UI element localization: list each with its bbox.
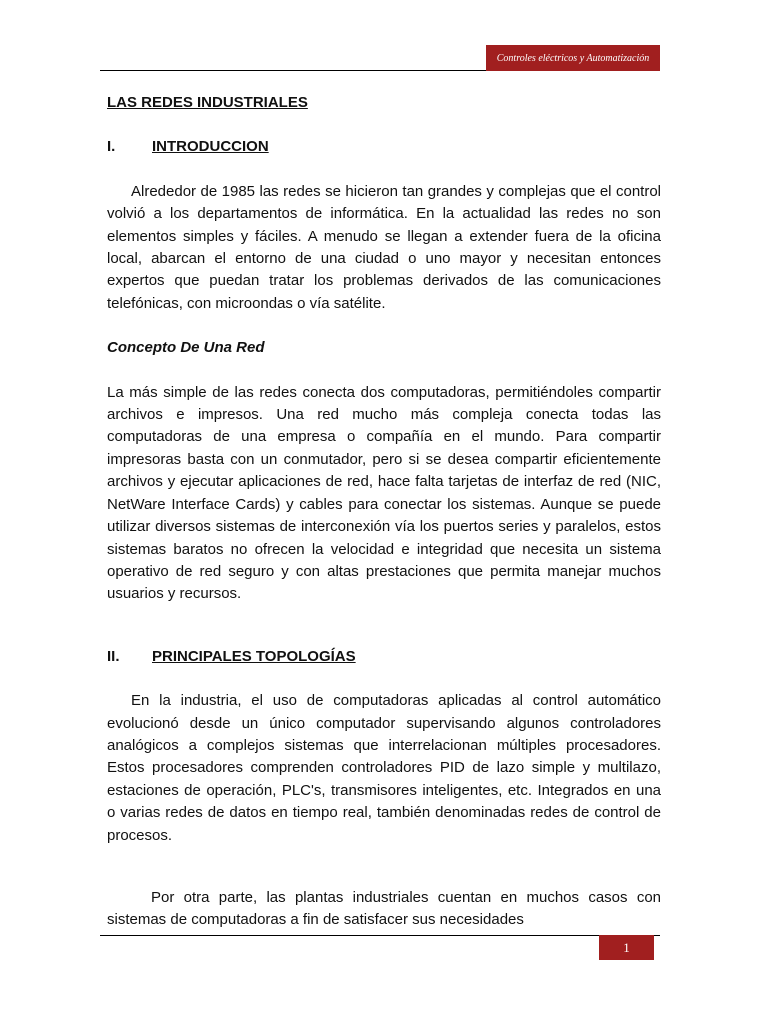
paragraph: Por otra parte, las plantas industriales cuentan en muchos casos con sistemas de computadoras a fin de satisfacer sus necesidades	[107, 888, 661, 929]
running-header-text: Controles eléctricos y Automatización	[496, 52, 650, 64]
running-header	[486, 45, 660, 71]
paragraph: La más simple de las redes conecta dos computadoras, permitiéndoles compartir archivos e impresos. Una red mucho más compleja conecta todas las computadoras de una empresa o compañía en el mundo. Para compartir impresoras basta con un conmutador, pero si se desea compartir eficientemente archivos y ejecutar aplicaciones de red, hace falta tarjetas de interfaz de red (NIC, NetWare Interface Cards) y cables para conectar los sistemas. Aunque se puede utilizar diversos sistemas de interconexión vía los puertos series y paralelos, estos sistemas baratos no ofrecen la velocidad e integridad que necesita un sistema operativo de red seguro y con altas prestaciones que permita manejar muchos usuarios y recursos.	[107, 383, 661, 603]
footer-rule	[100, 935, 660, 936]
document-body	[107, 92, 661, 932]
section-number: I.	[107, 138, 116, 156]
page-number: 1	[623, 939, 630, 955]
section-heading-topologias	[107, 646, 661, 668]
section-title: PRINCIPALES TOPOLOGÍAS	[152, 647, 356, 665]
section-number: II.	[107, 647, 120, 665]
paragraph: En la industria, el uso de computadoras aplicadas al control automático evolucionó desde un único computador supervisando algunos controladores analógicos a complejos sistemas que interrelacionan múltiples procesadores. Estos procesadores comprenden controladores PID de lazo simple y multilazo, estaciones de operación, PLC's, transmisores inteligentes, etc. Integrados en una o varias redes de datos en tiempo real, también denominadas redes de control de procesos.	[107, 692, 661, 844]
subheading-concepto-red: Concepto De Una Red	[107, 339, 265, 357]
section-heading-introduccion	[107, 136, 661, 158]
paragraph: Alrededor de 1985 las redes se hicieron tan grandes y complejas que el control volvió a los departamentos de informática. En la actualidad las redes no son elementos simples y fáciles. A menudo se llegan a extender fuera de la oficina local, abarcan el entorno de una ciudad o uno mayor y necesitan entonces expertos que puedan tratar los problemas derivados de las comunicaciones telefónicas, con microondas o vía satélite.	[107, 182, 661, 312]
page-number-box	[599, 935, 654, 960]
section-title: INTRODUCCION	[152, 138, 269, 156]
document-title: LAS REDES INDUSTRIALES	[107, 94, 308, 111]
